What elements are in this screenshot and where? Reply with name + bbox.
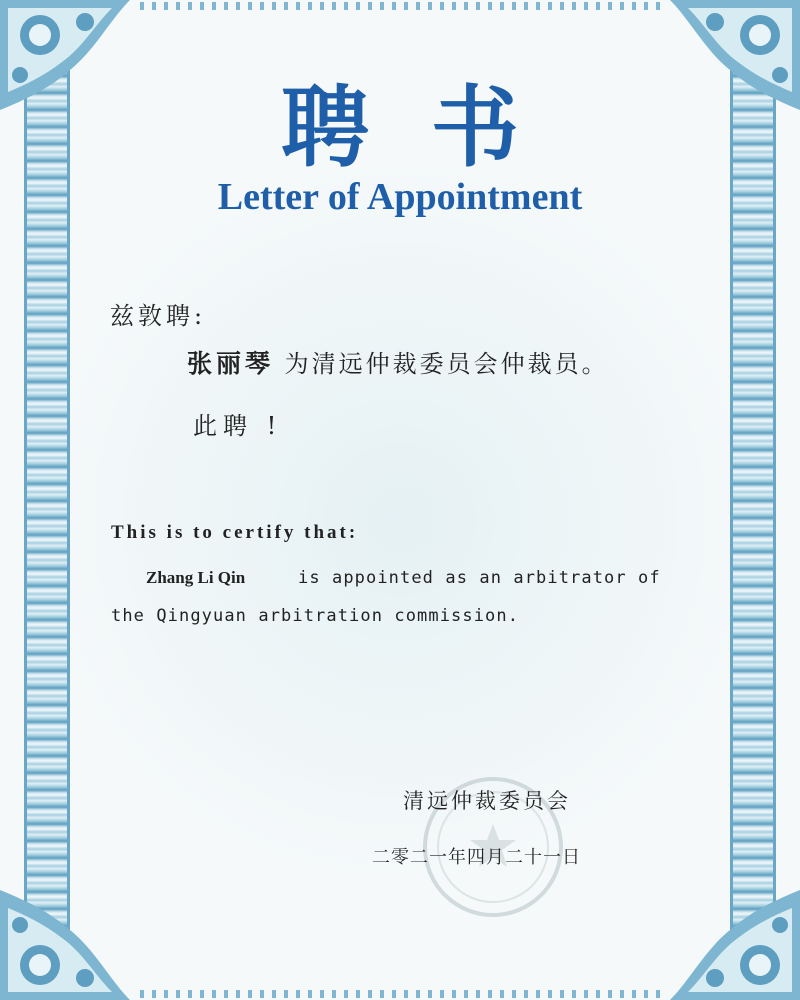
salutation-chinese: 兹敦聘: xyxy=(110,302,207,330)
top-border-dots xyxy=(140,2,660,10)
issue-date-chinese: 二零二一年四月二十一日 xyxy=(372,847,581,868)
appointment-text-chinese: 为清远仲裁委员会仲裁员。 xyxy=(284,350,609,378)
corner-ornament-icon xyxy=(670,890,800,1000)
appointment-line-chinese xyxy=(187,344,609,380)
appointee-name-english: Zhang Li Qin xyxy=(146,568,246,587)
title-english: Letter of Appointment xyxy=(217,176,583,218)
issuer-chinese: 清远仲裁委员会 xyxy=(403,789,571,813)
appointee-name-chinese: 张丽琴 xyxy=(187,349,275,378)
closing-chinese: 此聘 ! xyxy=(193,412,283,440)
appointment-text-english-2: the Qingyuan arbitration commission. xyxy=(111,606,520,626)
heading-english: This is to certify that: xyxy=(111,522,359,543)
appointment-text-english-1: is appointed as an arbitrator of xyxy=(298,568,661,588)
title-chinese: 聘书 xyxy=(280,75,581,179)
appointment-line-english xyxy=(146,568,661,588)
corner-ornament-icon xyxy=(0,890,130,1000)
bottom-border-dots xyxy=(140,990,660,998)
